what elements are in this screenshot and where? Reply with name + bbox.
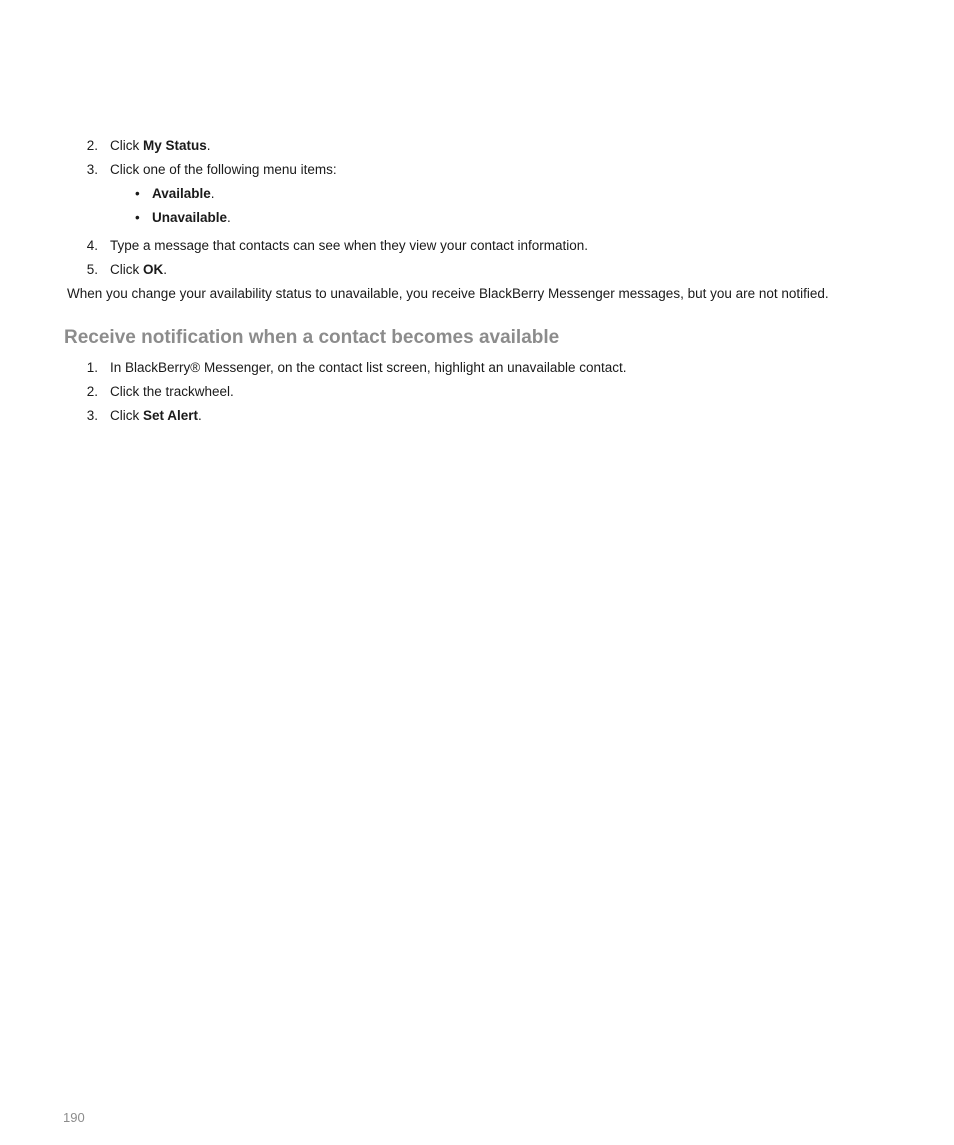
step-text: In BlackBerry® Messenger, on the contact list screen, highlight an unavailable contact. <box>110 360 627 375</box>
menu-item-name: OK <box>143 262 164 277</box>
note-paragraph: When you change your availability status to unavailable, you receive BlackBerry Messenger messages, but you are not notified. <box>67 286 829 301</box>
step-text: Type a message that contacts can see when they view your contact information. <box>110 238 589 253</box>
step-text: Click one of the following menu items: <box>110 162 337 177</box>
bullet-icon: • <box>135 186 140 201</box>
step-text: Click the trackwheel. <box>110 384 234 399</box>
sub-item-text: Unavailable. <box>152 210 231 225</box>
step-number: 4. <box>86 238 98 253</box>
menu-item-name: Unavailable <box>152 210 228 225</box>
bullet-icon: • <box>135 210 140 225</box>
step-number: 5. <box>86 262 98 277</box>
menu-item-name: My Status <box>143 138 207 153</box>
step-number: 3. <box>86 408 98 423</box>
step-text: Click Set Alert. <box>110 408 202 423</box>
step-number: 3. <box>86 162 98 177</box>
step-text: Click OK. <box>110 262 168 277</box>
step-number: 2. <box>86 384 98 399</box>
page-number: 190 <box>63 1110 85 1125</box>
step-number: 1. <box>86 360 98 375</box>
step-text: Click My Status. <box>110 138 211 153</box>
section-heading: Receive notification when a contact becomes available <box>64 327 560 348</box>
menu-item-name: Set Alert <box>143 408 199 423</box>
sub-item-text: Available. <box>152 186 215 201</box>
step-number: 2. <box>86 138 98 153</box>
menu-item-name: Available <box>152 186 211 201</box>
